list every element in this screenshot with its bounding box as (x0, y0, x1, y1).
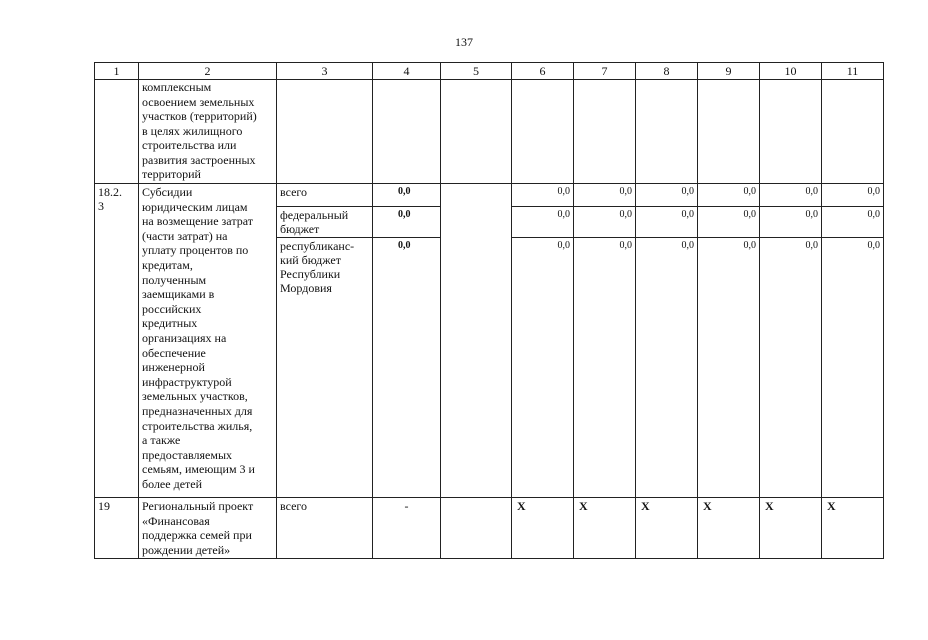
value-cell: Х (760, 498, 822, 559)
row-name-cell: комплексным освоением земельных участков (территорий) в целях жилищного строительства или развития застроенных территорий (139, 80, 277, 184)
source-cell: федеральный бюджет (277, 207, 373, 238)
value-cell: Х (636, 498, 698, 559)
source-cell: республиканс- кий бюджет Республики Мордовия (277, 238, 373, 498)
value-cell (636, 80, 698, 184)
row-name-cell: Региональный проект «Финансовая поддержка семей при рождении детей» (139, 498, 277, 559)
row-name-cell: Субсидии юридическим лицам на возмещение затрат (части затрат) на уплату процентов по кредитам, полученным заемщиками в российских кредитных организациях на обеспечение инженерной инфраструктурой земельных участков, предназначенных для строительства жилья, а также предоставляемых семьям, имеющим 3 и более детей (139, 184, 277, 498)
value-cell: 0,0 (512, 238, 574, 498)
value-cell: Х (822, 498, 884, 559)
header-cell: 3 (277, 63, 373, 80)
value-cell (760, 80, 822, 184)
header-cell: 6 (512, 63, 574, 80)
value-cell: 0,0 (822, 207, 884, 238)
value-cell (698, 80, 760, 184)
header-cell: 2 (139, 63, 277, 80)
header-cell: 9 (698, 63, 760, 80)
value-cell: 0,0 (574, 184, 636, 207)
value-cell: Х (574, 498, 636, 559)
value-cell: 0,0 (760, 184, 822, 207)
source-cell (277, 80, 373, 184)
value-cell: 0,0 (760, 207, 822, 238)
value-cell: Х (512, 498, 574, 559)
value-cell: 0,0 (373, 184, 441, 207)
value-cell: 0,0 (822, 238, 884, 498)
value-cell: 0,0 (373, 207, 441, 238)
header-cell: 11 (822, 63, 884, 80)
value-cell (574, 80, 636, 184)
header-cell: 1 (95, 63, 139, 80)
value-cell: 0,0 (373, 238, 441, 498)
value-cell: 0,0 (636, 184, 698, 207)
table-row (95, 80, 884, 184)
table-row (95, 498, 884, 559)
source-cell: всего (277, 498, 373, 559)
value-cell: 0,0 (574, 207, 636, 238)
value-cell (441, 80, 512, 184)
value-cell (373, 80, 441, 184)
value-cell (822, 80, 884, 184)
header-cell: 4 (373, 63, 441, 80)
value-cell: 0,0 (698, 184, 760, 207)
value-cell: 0,0 (698, 207, 760, 238)
table-row (95, 184, 884, 207)
value-cell: 0,0 (574, 238, 636, 498)
value-cell: Х (698, 498, 760, 559)
value-cell: 0,0 (822, 184, 884, 207)
value-cell: 0,0 (512, 207, 574, 238)
row-id-cell: 18.2. 3 (95, 184, 139, 498)
page-number: 137 (455, 35, 473, 49)
value-cell: 0,0 (512, 184, 574, 207)
budget-table (94, 62, 884, 559)
source-cell: всего (277, 184, 373, 207)
value-cell: 0,0 (698, 238, 760, 498)
row-id-cell: 19 (95, 498, 139, 559)
value-cell (441, 498, 512, 559)
value-cell (512, 80, 574, 184)
value-cell: 0,0 (636, 238, 698, 498)
header-row (95, 63, 884, 80)
header-cell: 5 (441, 63, 512, 80)
header-cell: 7 (574, 63, 636, 80)
value-cell (441, 184, 512, 498)
header-cell: 10 (760, 63, 822, 80)
header-cell: 8 (636, 63, 698, 80)
value-cell: 0,0 (636, 207, 698, 238)
value-cell: - (373, 498, 441, 559)
row-id-cell (95, 80, 139, 184)
value-cell: 0,0 (760, 238, 822, 498)
